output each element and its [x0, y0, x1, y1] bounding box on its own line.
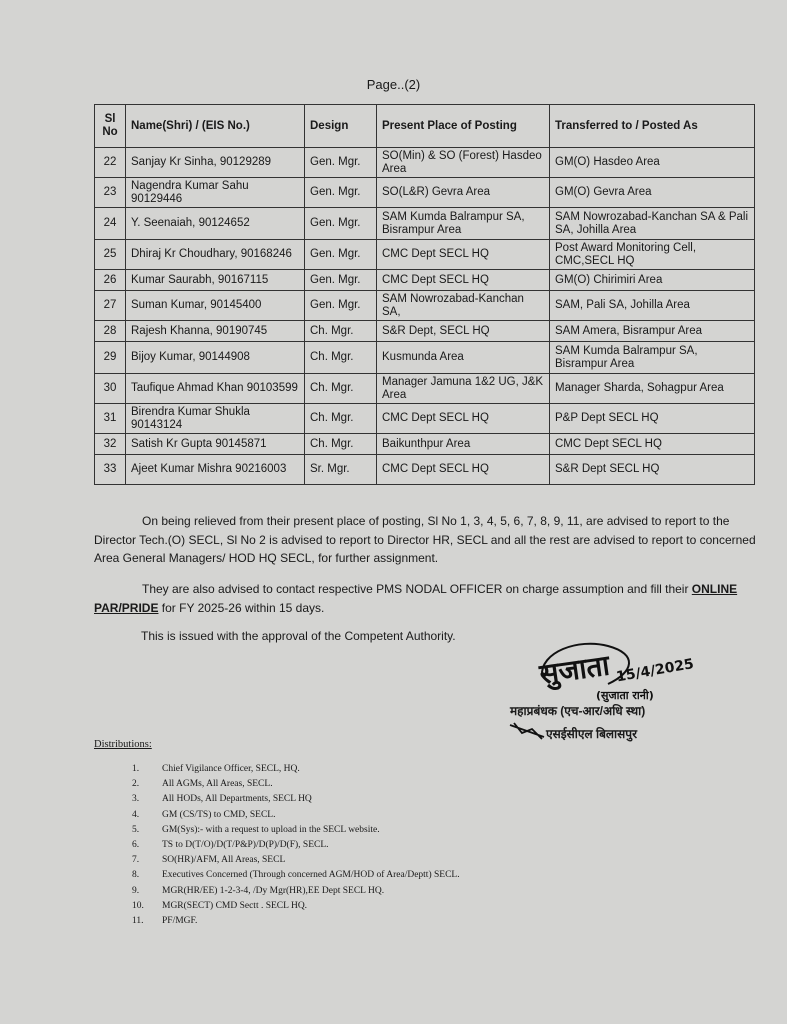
approval-statement: This is issued with the approval of the Competent Authority.: [141, 629, 456, 643]
cell-design: Gen. Mgr.: [305, 240, 377, 270]
cell-sl: 22: [95, 148, 126, 178]
pen-flourish-icon: [508, 721, 548, 741]
table-row: [95, 270, 755, 291]
cell-sl: 26: [95, 270, 126, 291]
table-row: [95, 434, 755, 455]
cell-sl: 33: [95, 455, 126, 485]
cell-transferred: Post Award Monitoring Cell, CMC,SECL HQ: [550, 240, 755, 270]
distribution-list: [132, 762, 460, 929]
header-transferred-to: Transferred to / Posted As: [550, 105, 755, 148]
table-row: [95, 208, 755, 240]
cell-design: Ch. Mgr.: [305, 404, 377, 434]
cell-name: Nagendra Kumar Sahu 90129446: [126, 178, 305, 208]
cell-design: Sr. Mgr.: [305, 455, 377, 485]
distribution-heading: Distributions:: [94, 739, 152, 750]
cell-transferred: SAM Nowrozabad-Kanchan SA & Pali SA, Johilla Area: [550, 208, 755, 240]
cell-name: Birendra Kumar Shukla 90143124: [126, 404, 305, 434]
cell-present: Baikunthpur Area: [377, 434, 550, 455]
cell-design: Ch. Mgr.: [305, 434, 377, 455]
cell-name: Rajesh Khanna, 90190745: [126, 321, 305, 342]
pms-text-before: They are also advised to contact respective PMS NODAL OFFICER on charge assumption and fill their: [142, 582, 692, 596]
cell-present: CMC Dept SECL HQ: [377, 270, 550, 291]
table-row: [95, 404, 755, 434]
table-row: [95, 455, 755, 485]
cell-sl: 30: [95, 374, 126, 404]
cell-design: Gen. Mgr.: [305, 148, 377, 178]
cell-present: Kusmunda Area: [377, 342, 550, 374]
cell-design: Ch. Mgr.: [305, 374, 377, 404]
cell-present: SO(Min) & SO (Forest) Hasdeo Area: [377, 148, 550, 178]
list-item: 1. Chief Vigilance Officer, SECL, HQ.: [132, 764, 300, 774]
cell-name: Y. Seenaiah, 90124652: [126, 208, 305, 240]
header-name: Name(Shri) / (EIS No.): [126, 105, 305, 148]
cell-name: Dhiraj Kr Choudhary, 90168246: [126, 240, 305, 270]
cell-name: Taufique Ahmad Khan 90103599: [126, 374, 305, 404]
table-row: [95, 178, 755, 208]
handwritten-signature-icon: [538, 632, 698, 704]
cell-name: Kumar Saurabh, 90167115: [126, 270, 305, 291]
table-row: [95, 148, 755, 178]
cell-transferred: SAM, Pali SA, Johilla Area: [550, 291, 755, 321]
cell-transferred: SAM Kumda Balrampur SA, Bisrampur Area: [550, 342, 755, 374]
table-row: [95, 374, 755, 404]
header-sl-no: Sl No: [95, 105, 126, 148]
table-row: [95, 240, 755, 270]
transfer-table: [94, 104, 755, 485]
cell-sl: 23: [95, 178, 126, 208]
table-row: [95, 342, 755, 374]
relieving-instructions: On being relieved from their present place of posting, Sl No 1, 3, 4, 5, 6, 7, 8, 9, 11, are advised to report to the Director Tech.(O) SECL, Sl No 2 is advised to report to Director HR, SECL and all the rest are advised to report to concerned Area General Managers/ HOD HQ SECL, for further assignment.: [94, 514, 756, 565]
header-design: Design: [305, 105, 377, 148]
cell-sl: 31: [95, 404, 126, 434]
cell-design: Gen. Mgr.: [305, 208, 377, 240]
cell-present: CMC Dept SECL HQ: [377, 404, 550, 434]
list-item: 7. SO(HR)/AFM, All Areas, SECL: [132, 855, 286, 866]
signatory-office: एसईसीएल बिलासपुर: [546, 727, 638, 741]
cell-sl: 29: [95, 342, 126, 374]
table-row: [95, 321, 755, 342]
cell-transferred: P&P Dept SECL HQ: [550, 404, 755, 434]
cell-sl: 32: [95, 434, 126, 455]
list-item: 6. TS to D(T/O)/D(T/P&P)/D(P)/D(F), SECL.: [132, 840, 329, 851]
list-item: 11. PF/MGF.: [132, 916, 198, 927]
list-item: 5. GM(Sys):- with a request to upload in the SECL website.: [132, 824, 380, 835]
list-item: 8. Executives Concerned (Through concerned AGM/HOD of Area/Deptt) SECL.: [132, 870, 460, 881]
cell-present: SAM Kumda Balrampur SA, Bisrampur Area: [377, 208, 550, 240]
cell-present: CMC Dept SECL HQ: [377, 455, 550, 485]
cell-present: S&R Dept, SECL HQ: [377, 321, 550, 342]
list-item: 9. MGR(HR/EE) 1-2-3-4, /Dy Mgr(HR),EE Dept SECL HQ.: [132, 885, 385, 896]
list-item: 3. All HODs, All Departments, SECL HQ: [132, 794, 312, 805]
cell-name: Bijoy Kumar, 90144908: [126, 342, 305, 374]
cell-present: CMC Dept SECL HQ: [377, 240, 550, 270]
list-item: 10. MGR(SECT) CMD Sectt . SECL HQ.: [132, 900, 308, 911]
cell-design: Gen. Mgr.: [305, 178, 377, 208]
cell-sl: 25: [95, 240, 126, 270]
cell-name: Sanjay Kr Sinha, 90129289: [126, 148, 305, 178]
cell-name: Suman Kumar, 90145400: [126, 291, 305, 321]
pms-text-after: for FY 2025-26 within 15 days.: [158, 600, 325, 615]
cell-transferred: SAM Amera, Bisrampur Area: [550, 321, 755, 342]
cell-design: Gen. Mgr.: [305, 270, 377, 291]
cell-transferred: GM(O) Gevra Area: [550, 178, 755, 208]
signature-block: [508, 632, 708, 747]
list-item: 4. GM (CS/TS) to CMD, SECL.: [132, 809, 276, 820]
cell-name: Ajeet Kumar Mishra 90216003: [126, 455, 305, 485]
cell-transferred: Manager Sharda, Sohagpur Area: [550, 374, 755, 404]
cell-present: SAM Nowrozabad-Kanchan SA,: [377, 291, 550, 321]
cell-design: Ch. Mgr.: [305, 342, 377, 374]
cell-sl: 28: [95, 321, 126, 342]
cell-transferred: CMC Dept SECL HQ: [550, 434, 755, 455]
page-number: Page..(2): [366, 77, 421, 92]
cell-transferred: GM(O) Hasdeo Area: [550, 148, 755, 178]
online-par-pride-emphasis: ONLINE PAR/PRIDE: [94, 582, 738, 615]
signatory-designation: महाप्रबंधक (एच-आर/अधि स्था): [510, 704, 646, 718]
cell-present: Manager Jamuna 1&2 UG, J&K Area: [377, 374, 550, 404]
pms-instructions: [94, 580, 756, 617]
cell-present: SO(L&R) Gevra Area: [377, 178, 550, 208]
cell-sl: 24: [95, 208, 126, 240]
cell-transferred: GM(O) Chirimiri Area: [550, 270, 755, 291]
signature-stamp-name: (सुजाता रानी): [596, 689, 654, 702]
signature-date-drawing: 15/4/2025: [615, 656, 696, 686]
table-header-row: [95, 105, 755, 148]
cell-design: Gen. Mgr.: [305, 291, 377, 321]
table-row: [95, 291, 755, 321]
cell-design: Ch. Mgr.: [305, 321, 377, 342]
cell-transferred: S&R Dept SECL HQ: [550, 455, 755, 485]
list-item: 2. All AGMs, All Areas, SECL.: [132, 779, 273, 790]
signature-name-drawing: सुजाता: [538, 648, 612, 691]
header-present-posting: Present Place of Posting: [377, 105, 550, 148]
cell-sl: 27: [95, 291, 126, 321]
cell-name: Satish Kr Gupta 90145871: [126, 434, 305, 455]
